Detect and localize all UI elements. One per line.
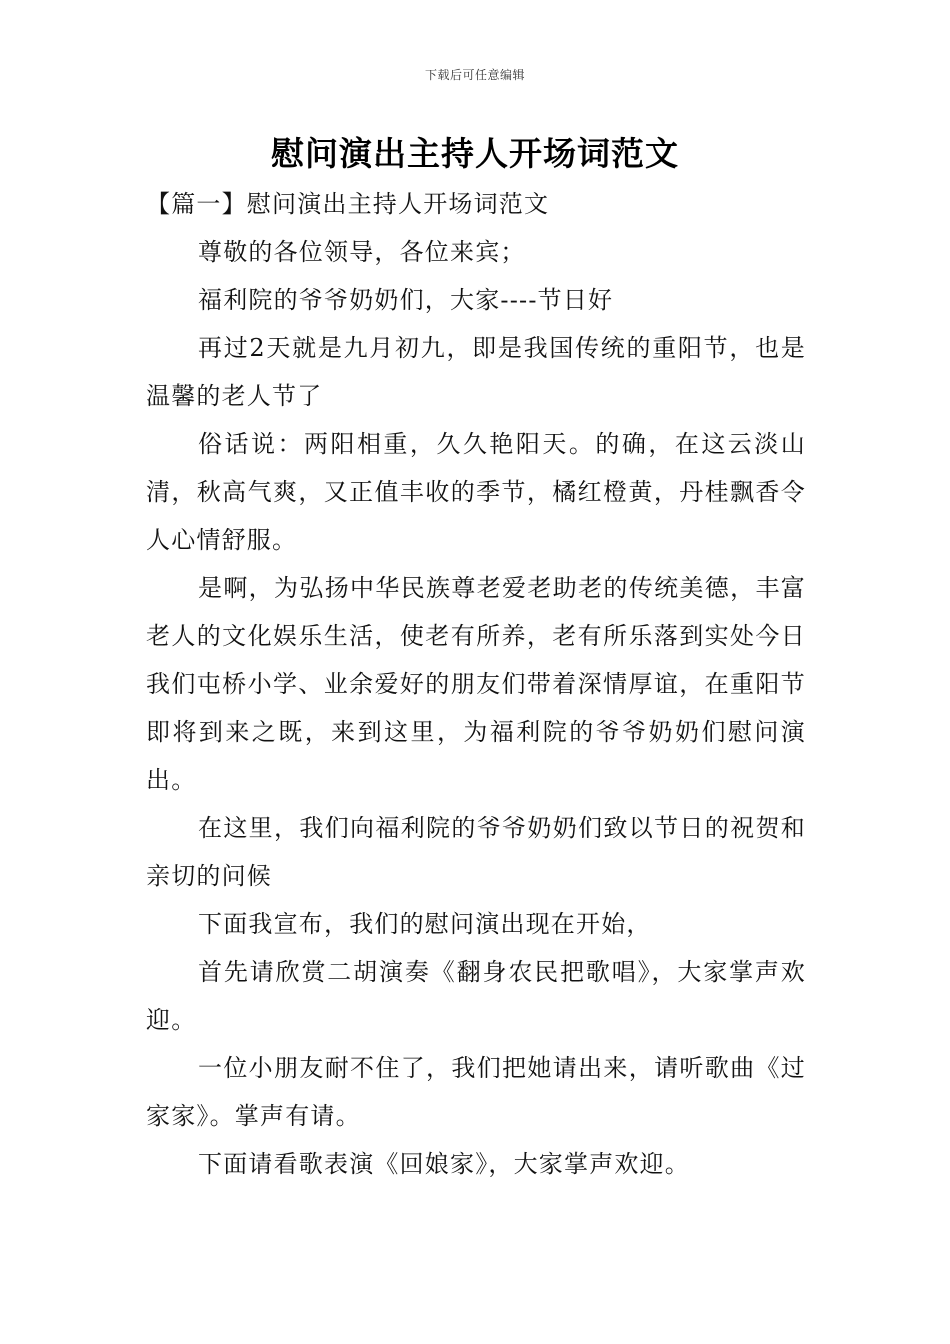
paragraph-announcement: 下面我宣布，我们的慰问演出现在开始， [198,910,652,938]
paragraph-proverb: 俗话说：两阳相重，久久艳阳天。的确，在这云淡山清，秋高气爽，又正值丰收的季节，橘红橙黄，丹桂飘香令人心情舒服。 [146,430,806,554]
paragraph-greeting: 尊敬的各位领导，各位来宾； [198,238,526,266]
paragraph-salutation: 福利院的爷爷奶奶们，大家----节日好 [198,286,614,314]
paragraph-song: 一位小朋友耐不住了，我们把她请出来，请听歌曲《过家家》。掌声有请。 [146,1054,806,1130]
paragraph-purpose: 是啊，为弘扬中华民族尊老爱老助老的传统美德，丰富老人的文化娱乐生活，使老有所养，老有所乐落到实处今日我们屯桥小学、业余爱好的朋友们带着深情厚谊，在重阳节即将到来之既，来到这里，为福利院的爷爷奶奶们慰问演出。 [146,574,806,794]
paragraph-festival: 再过2天就是九月初九，即是我国传统的重阳节，也是温馨的老人节了 [146,334,806,410]
header-note: 下载后可任意编辑 [424,68,525,82]
paragraph-greetings: 在这里，我们向福利院的爷爷奶奶们致以节日的祝贺和亲切的问候 [146,814,806,890]
paragraph-performance: 下面请看歌表演《回娘家》，大家掌声欢迎。 [198,1150,690,1178]
section-heading: 【篇一】慰问演出主持人开场词范文 [146,190,550,218]
paragraph-erhu: 首先请欣赏二胡演奏《翻身农民把歌唱》，大家掌声欢迎。 [146,958,806,1034]
document-body [146,180,806,1188]
document-title: 慰问演出主持人开场词范文 [271,134,679,173]
